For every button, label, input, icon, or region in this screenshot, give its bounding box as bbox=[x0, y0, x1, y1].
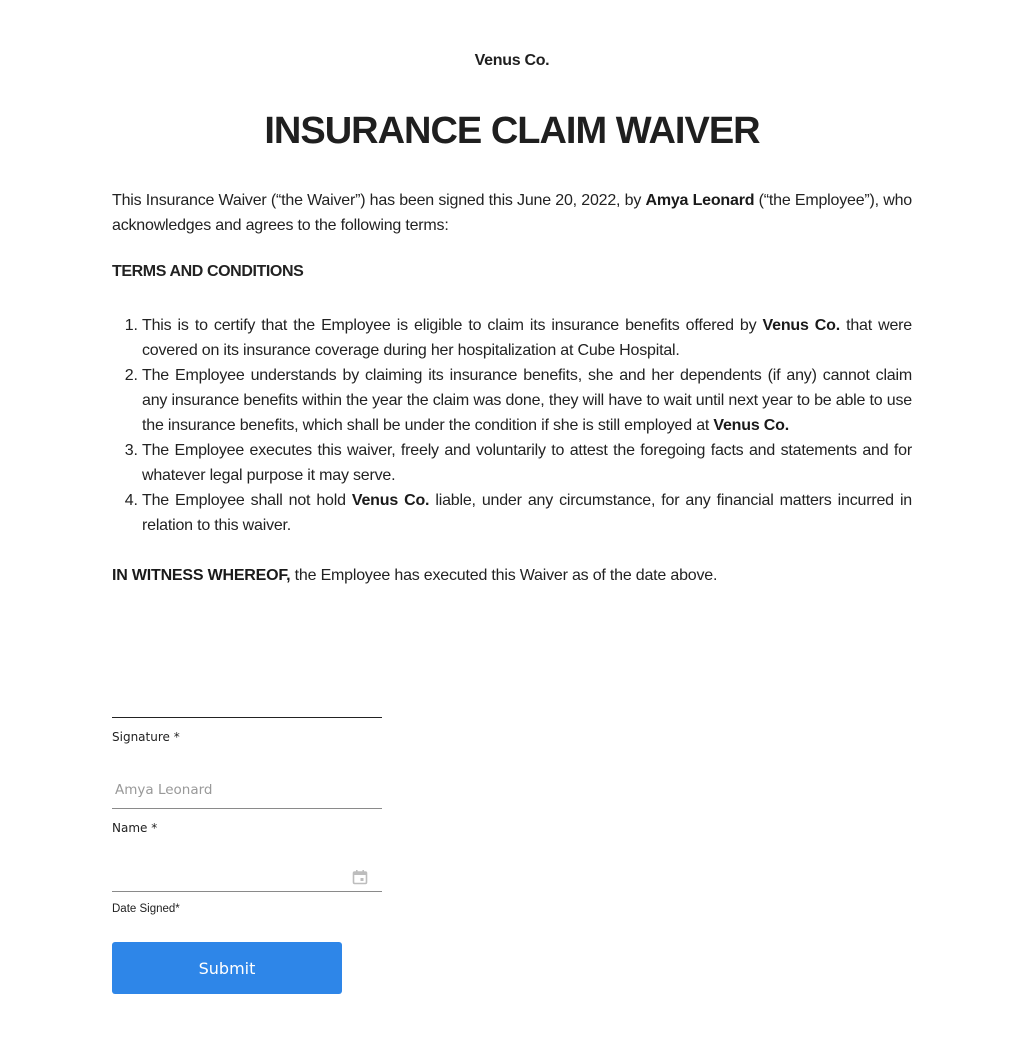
signature-field[interactable] bbox=[112, 717, 382, 718]
intro-paragraph bbox=[112, 188, 912, 238]
company-ref: Venus Co. bbox=[713, 417, 789, 434]
employee-name: Amya Leonard bbox=[645, 192, 755, 209]
name-label: Name * bbox=[112, 821, 158, 835]
term-text: that were covered on its insurance coverage during her hospitalization at Cube Hospital. bbox=[142, 317, 912, 359]
submit-button[interactable]: Submit bbox=[112, 942, 342, 994]
term-item-3 bbox=[142, 438, 912, 488]
term-text: The Employee understands by claiming its insurance benefits, she and her dependents (if any) cannot claim any insurance benefits within the year the claim was done, they will have to wait until next year to be able to use the insurance benefits, which shall be under the condition if she is still employed at bbox=[142, 367, 912, 434]
term-text: The Employee executes this waiver, freely and voluntarily to attest the foregoing facts and statements and for whatever legal purpose it may serve. bbox=[142, 442, 912, 484]
calendar-icon[interactable] bbox=[352, 869, 368, 885]
witness-bold: IN WITNESS WHEREOF, bbox=[112, 567, 291, 584]
witness-text: the Employee has executed this Waiver as of the date above. bbox=[290, 567, 718, 584]
term-item-2 bbox=[142, 363, 912, 438]
signature-label: Signature * bbox=[112, 730, 180, 744]
date-signed-label: Date Signed* bbox=[112, 903, 180, 915]
term-text: liable, under any circumstance, for any financial matters incurred in relation to this waiver. bbox=[142, 492, 912, 534]
name-input[interactable] bbox=[112, 772, 382, 809]
intro-text-2: (“the Employee”), who acknowledges and agrees to the following terms: bbox=[112, 192, 912, 234]
term-item-1 bbox=[142, 313, 912, 363]
witness-statement bbox=[112, 563, 717, 588]
terms-heading: TERMS AND CONDITIONS bbox=[112, 263, 304, 280]
intro-text-1: This Insurance Waiver (“the Waiver”) has been signed this June 20, 2022, by bbox=[112, 192, 646, 209]
company-ref: Venus Co. bbox=[351, 492, 430, 509]
company-name: Venus Co. bbox=[474, 52, 550, 69]
term-text: The Employee shall not hold bbox=[142, 492, 352, 509]
term-item-4 bbox=[142, 488, 912, 538]
term-text: This is to certify that the Employee is eligible to claim its insurance benefits offered by bbox=[142, 317, 763, 334]
date-signed-input[interactable] bbox=[112, 856, 382, 892]
terms-list bbox=[112, 313, 912, 538]
company-ref: Venus Co. bbox=[762, 317, 840, 334]
document-title: INSURANCE CLAIM WAIVER bbox=[264, 110, 760, 152]
